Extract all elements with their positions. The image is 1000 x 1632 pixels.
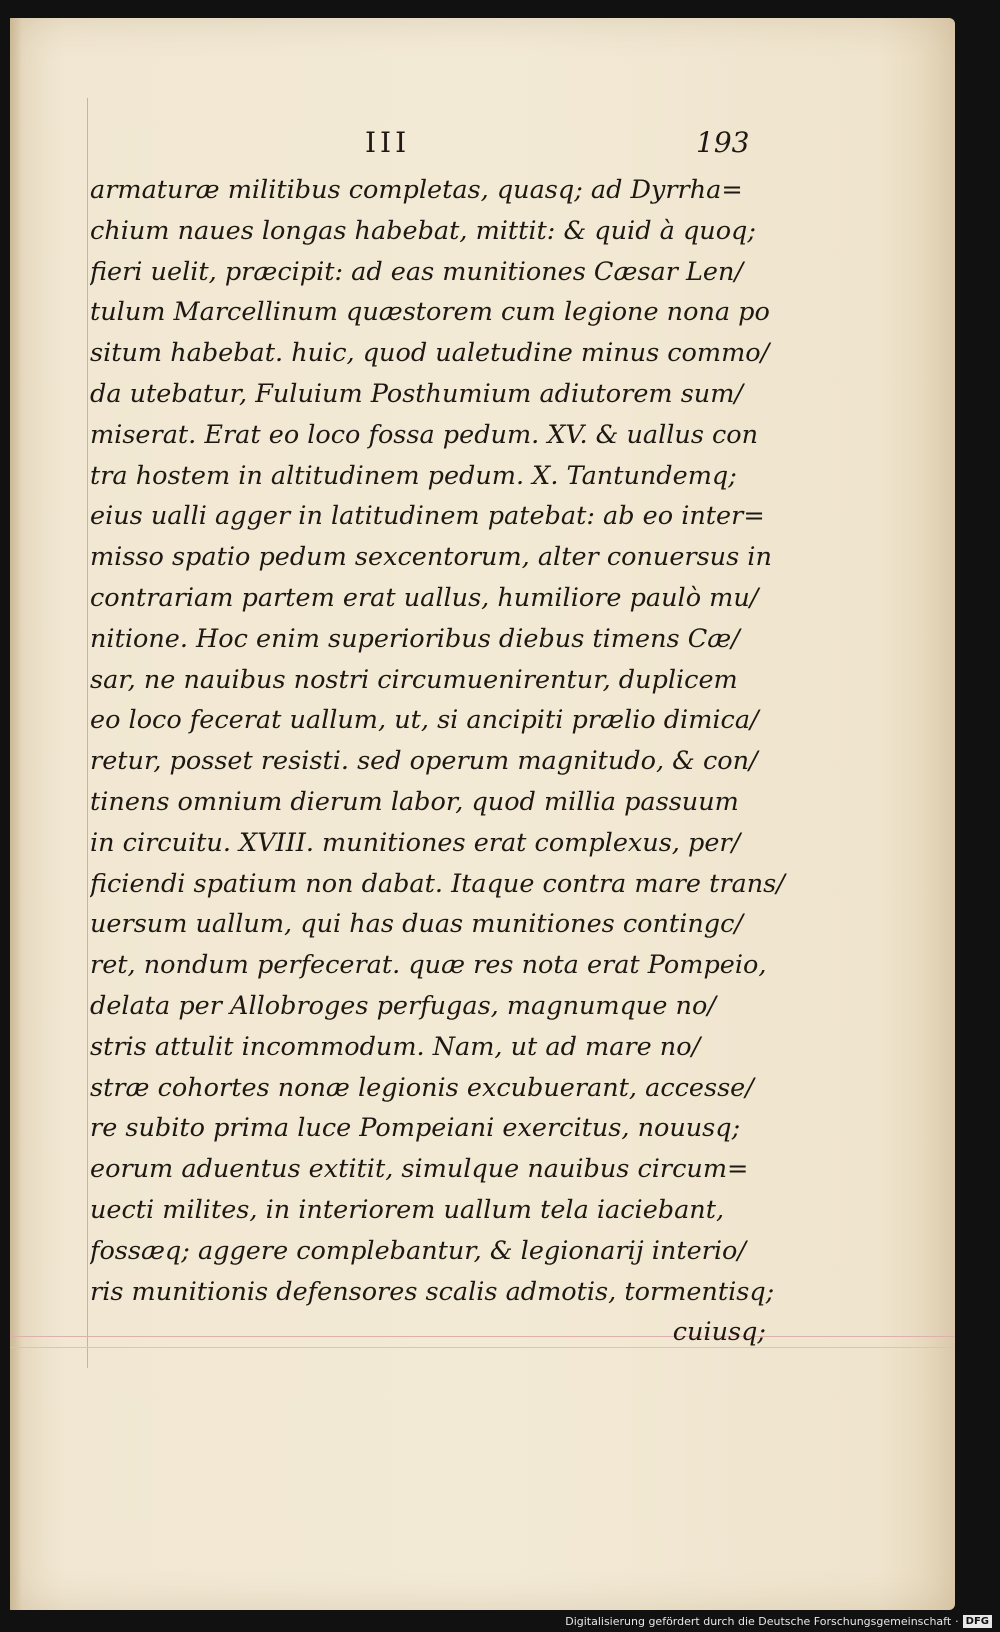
credit-separator: ·	[955, 1615, 959, 1628]
text-line: eo loco fecerat uallum, ut, si ancipiti prælio dimica/	[90, 705, 759, 736]
page-gutter-shadow	[10, 18, 22, 1610]
page-header	[10, 126, 955, 166]
text-line: eorum aduentus extitit, simulque nauibus circum=	[90, 1154, 749, 1185]
text-line: tinens omnium dierum labor, quod millia passuum	[90, 786, 739, 817]
text-line: misso spatio pedum sexcentorum, alter conuersus in	[90, 542, 772, 573]
text-line: retur, posset resisti. sed operum magnitudo, & con/	[90, 746, 758, 777]
text-line: contrariam partem erat uallus, humiliore paulò mu/	[90, 582, 759, 613]
text-line: uecti milites, in interiorem uallum tela iaciebant,	[90, 1194, 725, 1225]
text-line: re subito prima luce Pompeiani exercitus, nouusq;	[90, 1113, 741, 1144]
text-line: da utebatur, Fuluium Posthumium adiutorem sum/	[90, 378, 744, 409]
text-line: tulum Marcellinum quæstorem cum legione nona po	[90, 297, 770, 328]
text-line: eius ualli agger in latitudinem patebat: ab eo inter=	[90, 501, 765, 532]
text-line: ficiendi spatium non dabat. Itaque contra mare trans/	[90, 868, 785, 899]
text-line: uersum uallum, qui has duas munitiones contingc/	[90, 909, 743, 940]
digitization-credit	[565, 1615, 992, 1628]
book-page	[10, 18, 955, 1610]
credit-text: Digitalisierung gefördert durch die Deutsche Forschungsgemeinschaft	[565, 1615, 952, 1628]
text-line: chium naues longas habebat, mittit: & quid à quoq;	[90, 215, 756, 246]
text-line: delata per Allobroges perfugas, magnumque no/	[90, 990, 716, 1021]
dfg-logo: DFG	[963, 1615, 992, 1628]
text-line: miserat. Erat eo loco fossa pedum. XV. & uallus con	[90, 419, 759, 450]
signature-mark: III	[365, 126, 411, 159]
text-line: ris munitionis defensores scalis admotis, tormentisq;	[90, 1276, 775, 1307]
text-line: tra hostem in altitudinem pedum. X. Tantundemq;	[90, 460, 737, 491]
text-line: fieri uelit, præcipit: ad eas munitiones Cæsar Len/	[90, 256, 744, 287]
text-line: armaturæ militibus completas, quasq; ad Dyrrha=	[90, 175, 743, 205]
margin-rule-vertical	[87, 98, 88, 1368]
text-line: ret, nondum perfecerat. quæ res nota erat Pompeio,	[90, 950, 767, 981]
body-text	[90, 170, 790, 1353]
text-line: nitione. Hoc enim superioribus diebus timens Cæ/	[90, 623, 740, 654]
text-line: in circuitu. XVIII. munitiones erat complexus, per/	[90, 827, 741, 858]
text-line: situm habebat. huic, quod ualetudine minus commo/	[90, 338, 770, 369]
text-line: fossæq; aggere complebantur, & legionarij interio/	[90, 1235, 746, 1266]
text-line: sar, ne nauibus nostri circumuenirentur, duplicem	[90, 664, 738, 695]
page-number: 193	[696, 126, 750, 159]
text-line: stræ cohortes nonæ legionis excubuerant, accesse/	[90, 1072, 754, 1103]
text-line: stris attulit incommodum. Nam, ut ad mare no/	[90, 1031, 701, 1062]
catchword: cuiusq;	[672, 1317, 766, 1348]
